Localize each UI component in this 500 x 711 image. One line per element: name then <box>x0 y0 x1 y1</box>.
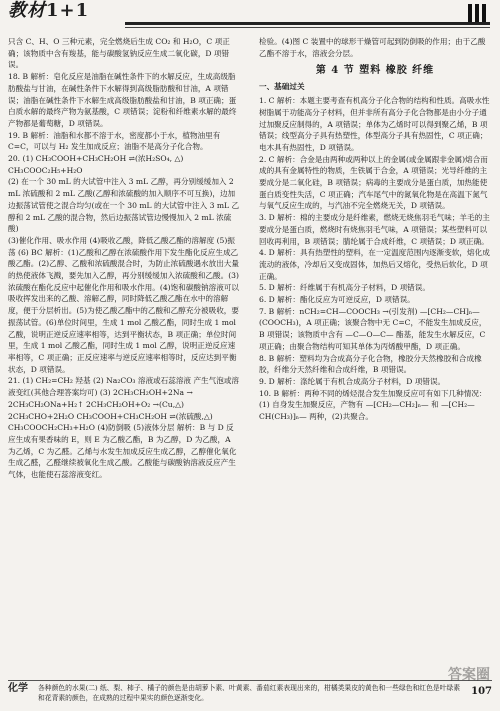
header-rule <box>125 22 490 25</box>
answer-s4-8: 8. B 解析：塑料均为合成高分子化合物，橡胶分天然橡胶和合成橡胶，纤维分天然纤维和合成纤维，B 项错误。 <box>259 353 482 375</box>
answer-s4-9: 9. D 解析：涤纶属于有机合成高分子材料，D 项错误。 <box>259 376 446 386</box>
answer-s4-2: 2. C 解析：合金是由两种或两种以上的金属(或金属跟非金属)熔合而成的具有金属特性的物质，生铁属于合金，A 项错误；光导纤维的主要成分是二氧化硅，B 项错误；病毒的主要成分是蛋白质，加热能使蛋白质变性失活，C 项正确；汽车尾气中的氮氧化物是在高温下氮气与氧气反应生成的，与汽油不完全燃烧无关，D 项错误。 <box>259 154 488 211</box>
brand-name: 教材 <box>8 0 46 21</box>
answer-20-2: (2) 在一个 30 mL 的大试管中注入 3 mL 乙醇，再分别缓缓加入 2 mL 浓硫酸和 2 mL 乙酸(乙醇和浓硫酸的加入顺序不可互换)，边加边振荡试管使之混合均匀(或在一个 30 mL 的大试管中注入 3 mL 乙醇和 2 mL 乙酸的混合物，然后边振荡试管边慢慢加入 2 mL 浓硫酸) <box>8 177 240 234</box>
brand-plus: 1+1 <box>46 0 90 21</box>
page-footer <box>8 680 492 707</box>
answer-s4-10: 10. B 解析：两种不同的烯烃混合发生加聚反应可有如下几种情况：(1) 自身发生加聚反应，产物有 —[CH₂—CH₂]ₙ— 和 —[CH₂—CH(CH₃)]ₙ— 两种，(2)共聚合。 <box>259 388 487 422</box>
footer-note: 各种颜色的水果(二) 纸、梨、柿子、橘子的颜色是由胡萝卜素、叶黄素、番茄红素表现出来的，柑橘类果皮的黄色和一些绿色和红色是叶绿素和花青素的颜色，在成熟的过程中果实的颜色逐渐变化。 <box>38 684 461 702</box>
answer-20-eq: 20. (1) CH₃COOH+CH₃CH₂OH ⇌(浓H₂SO₄, △) CH₃COOC₂H₅+H₂O <box>8 154 184 175</box>
answer-s4-7: 7. B 解析：nCH₂=CH—COOCH₃ →(引发剂) —[CH₂—CH]ₙ— (COOCH₃)，A 项正确；该聚合物中无 C=C，不能发生加成反应，B 项错误；该物质中含有 —C—O—C— 酯基，能发生水解反应，C 项正确；由聚合物结构可知其单体为丙烯酸甲酯，D 项正确。 <box>259 306 487 351</box>
answer-21-cont: 检验。(4)图 C 装置中的球形干燥管可起到防倒吸的作用；由于乙酸乙酯不溶于水，溶液会分层。 <box>259 37 486 58</box>
answer-18: 18. B 解析：皂化反应是油脂在碱性条件下的水解反应，生成高级脂肪酸盐与甘油，在碱性条件下水解得到高级脂肪酸和甘油，A 项错误；油脂在碱性条件下水解生成高级脂肪酸盐和甘油，B 项正确；蛋白质水解的最终产物为氨基酸，C 项错误；淀粉和纤维素水解的最终产物都是葡萄糖，D 项错误。 <box>8 72 237 128</box>
right-column <box>259 36 491 423</box>
answer-s4-4: 4. D 解析：具有热塑性的塑料，在一定温度范围内逐渐变软，熔化成流动的液体，冷却后又变成固体，加热后又熔化，受热后软化，D 项正确。 <box>259 248 490 281</box>
watermark-logo: 答案圈 <box>448 667 490 683</box>
answer-17-cont: 只含 C、H、O 三种元素，完全燃烧后生成 CO₂ 和 H₂O，C 项正确；该物质中含有羧基，能与碳酸氢钠反应生成二氧化碳，D 项错误。 <box>8 37 230 70</box>
answer-21: 21. (1) CH₂=CH₂ 羟基 (2) Na₂CO₃ 溶液或石蕊溶液 产生气泡或溶液变红(其他合理答案均可) (3) 2CH₃CH₂OH+2Na → 2CH₃CH₂ONa+H₂↑ 2CH₃CH₂OH+O₂ →(Cu,△) 2CH₃CHO+2H₂O CH₃COOH+CH₃CH₂OH ⇌(浓硫酸,△) CH₃COOCH₂CH₃+H₂O (4)防倒吸 (5)液体分层 解析：B 与 D 反应生成有果香味的 E，则 E 为乙酸乙酯，B 为乙醇，D 为乙酸，A 为乙烯，C 为乙醛。乙烯与水发生加成反应生成乙醇，乙醇催化氧化生成乙醛，乙醛继续被氧化生成乙酸。乙酸能与碳酸钠溶液反应产生气体，也能使石蕊溶液变红。 <box>8 376 240 480</box>
answer-s4-3: 3. D 解析：棉的主要成分是纤维素，燃烧无烧焦羽毛气味；羊毛的主要成分是蛋白质，燃烧时有烧焦羽毛气味，A 项错误；某些塑料可以回收再利用，B 项错误；腈纶属于合成纤维，C 项错误；D 项正确。 <box>259 213 490 246</box>
answer-s4-6: 6. D 解析：酯化反应为可逆反应，D 项错误。 <box>259 295 415 305</box>
subsection-title: 一、基础过关 <box>259 82 305 92</box>
footer-logo: 化学 <box>8 683 28 694</box>
left-column <box>8 36 240 481</box>
brand-logo <box>8 0 90 21</box>
header-bars-decoration <box>465 4 486 22</box>
page-header <box>0 0 500 34</box>
answer-s4-5: 5. D 解析：纤维属于有机高分子材料，D 项错误。 <box>259 283 430 293</box>
header-rule-thin <box>125 27 490 28</box>
answer-20-3: (3)催化作用、吸水作用 (4)吸收乙酸，降低乙酸乙酯的溶解度 (5)振荡 (6) BC 解析：(1)乙酸和乙醇在浓硫酸作用下发生酯化反应生成乙酸乙酯。(2)乙醇、乙酸和浓硫酸混合时，为防止浓硫酸遇水放出大量的热使液体飞溅，要先加入乙醇，再分别缓缓加入浓硫酸和乙酸。(3)浓硫酸在酯化反应中起催化作用和吸水作用。(4)饱和碳酸钠溶液可以吸收挥发出来的乙酸、溶解乙醇，同时降低乙酸乙酯在水中的溶解度，便于分层析出。(5)为使乙酸乙酯中的乙酸和乙醇充分被吸收，要振荡试管。(6)单位时间里，生成 1 mol 乙酸乙酯，同时生成 1 mol 乙酸，说明正逆反应速率相等，达到平衡状态，B 项正确；单位时间里，生成 1 mol 乙酸乙酯，同时生成 1 mol 乙醇，说明正逆反应速率相等，C 项正确；正反应速率与逆反应速率相等时，反应达到平衡状态，D 项错误。 <box>8 235 239 374</box>
section-title: 第 4 节 塑料 橡胶 纤维 <box>315 65 435 77</box>
answer-19: 19. B 解析：油脂和水都不溶于水，密度都小于水，植物油里有 C=C，可以与 H₂ 发生加成反应；油脂不是高分子化合物。 <box>8 130 221 152</box>
answer-s4-1: 1. C 解析：本题主要考查有机高分子化合物的结构和性质。高吸水性树脂属于功能高分子材料，但并非所有高分子化合物都是由小分子通过加聚反应制得的，A 项错误；单体为乙烯时可以得到聚乙烯，B 项错误；线型高分子具有热塑性，体型高分子具有热固性，C 项正确；电木具有热固性，D 项错误。 <box>259 96 490 152</box>
page-number: 107 <box>471 686 492 697</box>
